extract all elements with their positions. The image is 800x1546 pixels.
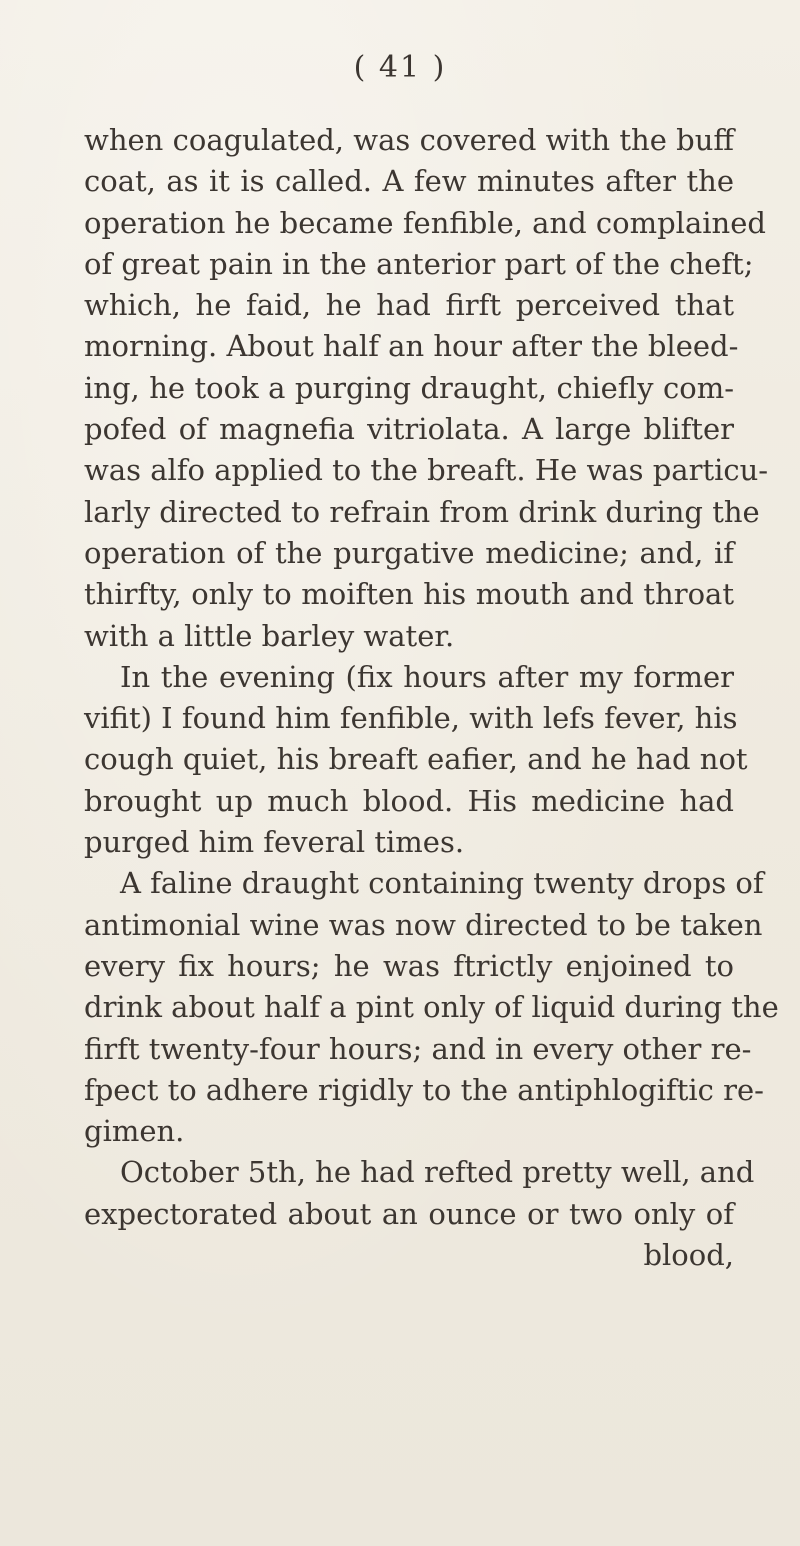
text-line: vifit) I found him fenfible, with lefs fever, his <box>84 701 738 736</box>
text-line: A faline draught containing twenty drops of <box>120 866 764 901</box>
text-line: gimen. <box>84 1114 185 1149</box>
text-line: operation he became fenfible, and complained <box>84 205 766 240</box>
text-line: thirfty, only to moiften his mouth and throat <box>84 577 734 612</box>
text-line: purged him feveral times. <box>84 825 465 860</box>
text-line: operation of the purgative medicine; and, if <box>84 535 734 570</box>
text-line: antimonial wine was now directed to be taken <box>84 907 763 942</box>
text-line: every fix hours; he was ftrictly enjoined to <box>84 948 734 983</box>
text-line: which, he faid, he had firft perceived that <box>84 288 734 323</box>
text-line: morning. About half an hour after the bleed- <box>84 329 739 364</box>
text-line: was alfo applied to the breaft. He was particu- <box>84 453 769 488</box>
catchword: blood, <box>643 1238 734 1273</box>
text-line: when coagulated, was covered with the buff <box>84 123 734 157</box>
text-line: of great pain in the anterior part of the cheft; <box>84 246 754 281</box>
text-line: drink about half a pint only of liquid during the <box>84 990 779 1025</box>
text-line: In the evening (fix hours after my former <box>120 659 734 694</box>
text-line: coat, as it is called. A few minutes after the <box>84 164 734 199</box>
text-line: with a little barley water. <box>84 618 455 653</box>
text-line: fpect to adhere rigidly to the antiphlogiftic re- <box>84 1072 764 1107</box>
text-line: October 5th, he had refted pretty well, and <box>120 1155 755 1190</box>
text-line: larly directed to refrain from drink during the <box>84 494 760 529</box>
page-number: ( 41 ) <box>353 50 447 85</box>
body-text <box>84 120 779 1276</box>
text-line: brought up much blood. His medicine had <box>84 783 734 818</box>
text-line: cough quiet, his breaft eafier, and he had not <box>84 742 748 777</box>
text-line: pofed of magnefia vitriolata. A large blifter <box>84 412 734 447</box>
text-line: firft twenty-four hours; and in every other re- <box>84 1031 752 1066</box>
text-line: ing, he took a purging draught, chiefly com- <box>84 370 734 405</box>
text-line: expectorated about an ounce or two only of <box>84 1196 734 1231</box>
